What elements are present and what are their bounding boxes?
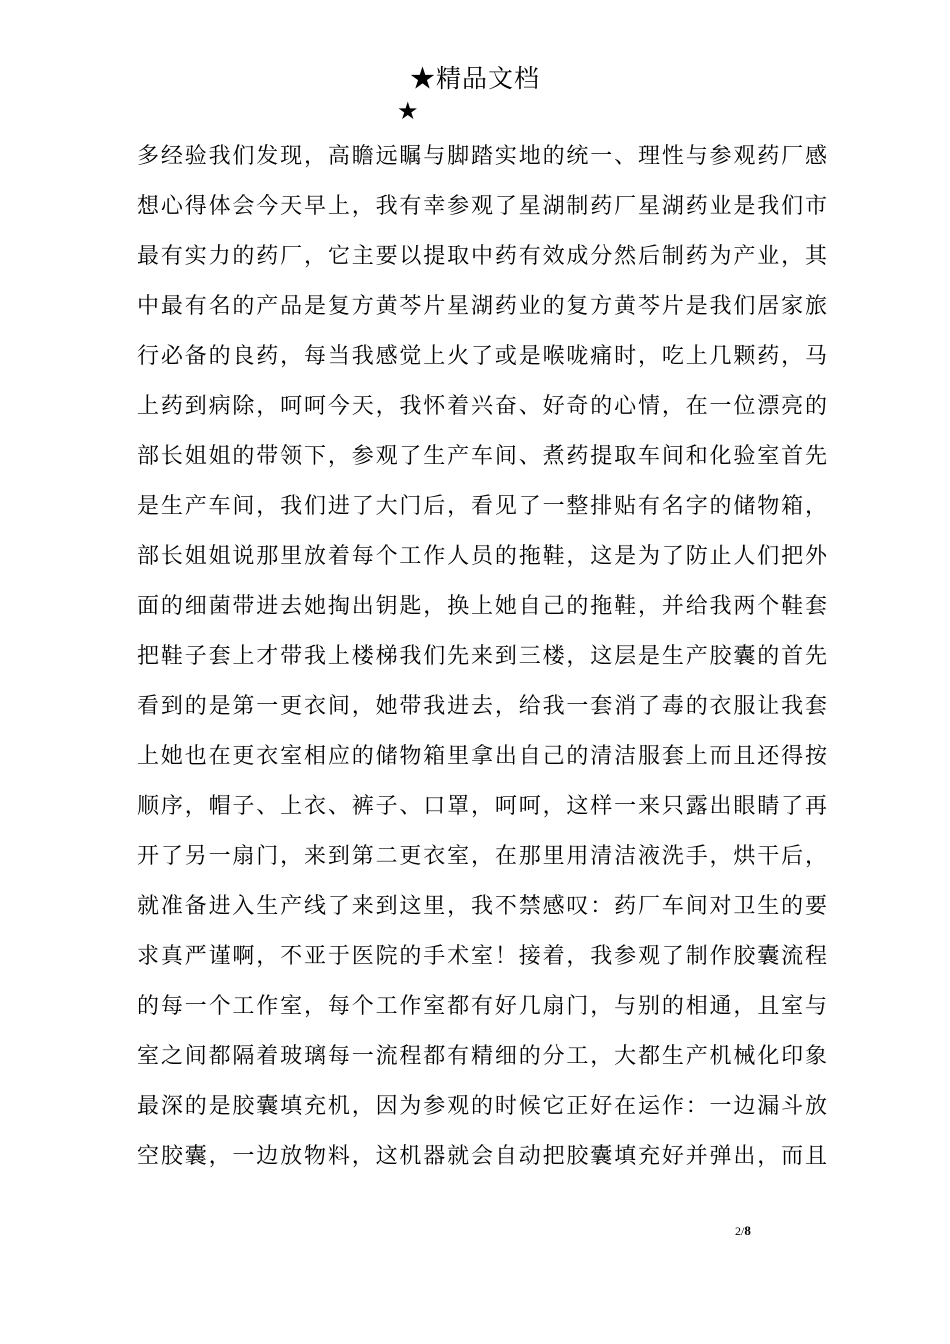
text-line: 空胶囊，一边放物料，这机器就会自动把胶囊填充好并弹出，而且 bbox=[137, 1144, 827, 1169]
text-line: 面的细菌带进去她掏出钥匙，换上她自己的拖鞋，并给我两个鞋套 bbox=[137, 594, 827, 619]
header-star: ★ bbox=[397, 97, 419, 125]
text-line: 顺序，帽子、上衣、裤子、口罩，呵呵，这样一来只露出眼睛了再 bbox=[137, 794, 827, 819]
text-line: 求真严谨啊，不亚于医院的手术室！接着，我参观了制作胶囊流程 bbox=[137, 944, 827, 969]
text-line: 行必备的良药，每当我感觉上火了或是喉咙痛时，吃上几颗药，马 bbox=[137, 344, 827, 369]
text-line: 上她也在更衣室相应的储物箱里拿出自己的清洁服套上而且还得按 bbox=[137, 744, 827, 769]
text-line: 部长姐姐的带领下，参观了生产车间、煮药提取车间和化验室首先 bbox=[137, 444, 827, 469]
text-line: 是生产车间，我们进了大门后，看见了一整排贴有名字的储物箱， bbox=[137, 494, 827, 519]
body-text bbox=[137, 132, 827, 1182]
text-line: 最有实力的药厂，它主要以提取中药有效成分然后制药为产业，其 bbox=[137, 244, 827, 269]
text-line: 把鞋子套上才带我上楼梯我们先来到三楼，这层是生产胶囊的首先 bbox=[137, 644, 827, 669]
text-line: 就准备进入生产线了来到这里，我不禁感叹：药厂车间对卫生的要 bbox=[137, 894, 827, 919]
text-line: 开了另一扇门，来到第二更衣室，在那里用清洁液洗手，烘干后， bbox=[137, 844, 827, 869]
text-line: 的每一个工作室，每个工作室都有好几扇门，与别的相通，且室与 bbox=[137, 994, 827, 1019]
text-line: 想心得体会今天早上，我有幸参观了星湖制药厂星湖药业是我们市 bbox=[137, 194, 827, 219]
text-line: 多经验我们发现，高瞻远瞩与脚踏实地的统一、理性与参观药厂感 bbox=[137, 144, 827, 169]
text-line: 最深的是胶囊填充机，因为参观的时候它正好在运作：一边漏斗放 bbox=[137, 1094, 827, 1119]
page-total: 8 bbox=[744, 1223, 751, 1238]
document-header bbox=[0, 62, 950, 96]
text-line: 室之间都隔着玻璃每一流程都有精细的分工，大都生产机械化印象 bbox=[137, 1044, 827, 1069]
header-title: ★精品文档 bbox=[409, 64, 540, 93]
text-line: 中最有名的产品是复方黄芩片星湖药业的复方黄芩片是我们居家旅 bbox=[137, 294, 827, 319]
text-line: 部长姐姐说那里放着每个工作人员的拖鞋，这是为了防止人们把外 bbox=[137, 544, 827, 569]
text-line: 上药到病除，呵呵今天，我怀着兴奋、好奇的心情，在一位漂亮的 bbox=[137, 394, 827, 419]
page-current: 2/ bbox=[735, 1224, 745, 1238]
text-line: 看到的是第一更衣间，她带我进去，给我一套消了毒的衣服让我套 bbox=[137, 694, 827, 719]
page-number bbox=[735, 1223, 751, 1239]
